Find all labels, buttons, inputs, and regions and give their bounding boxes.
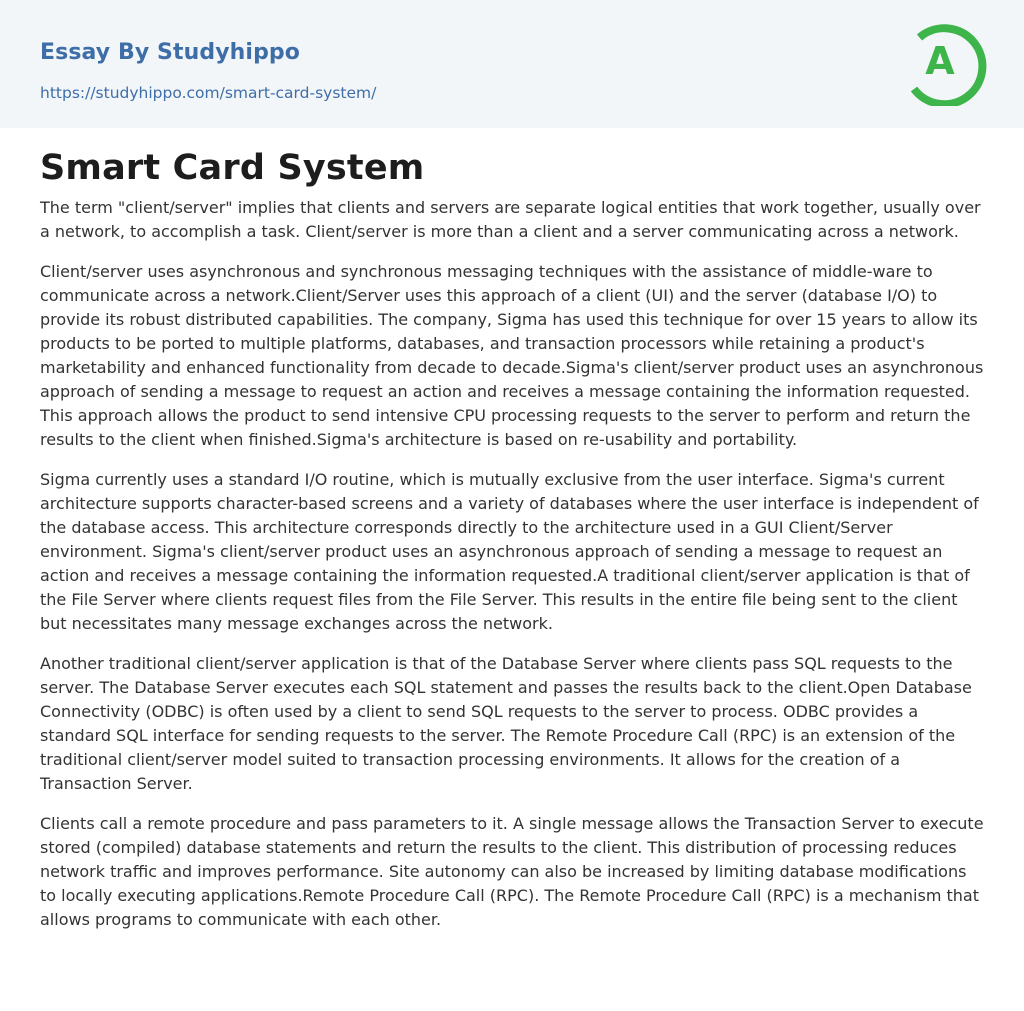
studyhippo-logo-icon[interactable] <box>905 18 989 106</box>
essay-paragraph: Clients call a remote procedure and pass parameters to it. A single message allows the Transaction Server to execute stored (compiled) database statements and return the results to the client. This distribution of processing reduces network traffic and improves performance. Site autonomy can also be increased by limiting database modifications to locally executing applications.Remote Procedure Call (RPC). The Remote Procedure Call (RPC) is a mechanism that allows programs to communicate with each other. <box>40 814 984 929</box>
brand-title[interactable]: Essay By Studyhippo <box>40 40 300 65</box>
site-header <box>0 0 1024 128</box>
essay-paragraph: Sigma currently uses a standard I/O routine, which is mutually exclusive from the user interface. Sigma's current architecture supports character-based screens and a variety of databases where the user interface is independent of the database access. This architecture corresponds directly to the architecture used in a GUI Client/Server environment. Sigma's client/server product uses an asynchronous approach of sending a message to request an action and receives a message containing the information requested.A traditional client/server application is that of the File Server where clients request files from the File Server. This results in the entire file being sent to the client but necessitates many message exchanges across the network. <box>40 470 979 633</box>
essay-paragraph: Another traditional client/server application is that of the Database Server where clients pass SQL requests to the server. The Database Server executes each SQL statement and passes the results back to the client.Open Database Connectivity (ODBC) is often used by a client to send SQL requests to the server to process. ODBC provides a standard SQL interface for sending requests to the server. The Remote Procedure Call (RPC) is an extension of the traditional client/server model suited to transaction processing environments. It allows for the creation of a Transaction Server. <box>40 654 972 793</box>
page-title: Smart Card System <box>40 148 425 188</box>
logo-letter: A <box>925 39 955 83</box>
essay-paragraph: The term "client/server" implies that clients and servers are separate logical entities that work together, usually over a network, to accomplish a task. Client/server is more than a client and a server communicating across a network. <box>40 198 981 241</box>
essay-content <box>40 146 984 932</box>
essay-paragraph: Client/server uses asynchronous and synchronous messaging techniques with the assistance of middle-ware to communicate across a network.Client/Server uses this approach of a client (UI) and the server (database I/O) to provide its robust distributed capabilities. The company, Sigma has used this technique for over 15 years to allow its products to be ported to multiple platforms, databases, and transaction processors while retaining a product's marketability and enhanced functionality from decade to decade.Sigma's client/server product uses an asynchronous approach of sending a message to request an action and receives a message containing the information requested. This approach allows the product to send intensive CPU processing requests to the server to perform and return the results to the client when finished.Sigma's architecture is based on re-usability and portability. <box>40 262 984 449</box>
source-url-link[interactable]: https://studyhippo.com/smart-card-system/ <box>40 84 377 102</box>
